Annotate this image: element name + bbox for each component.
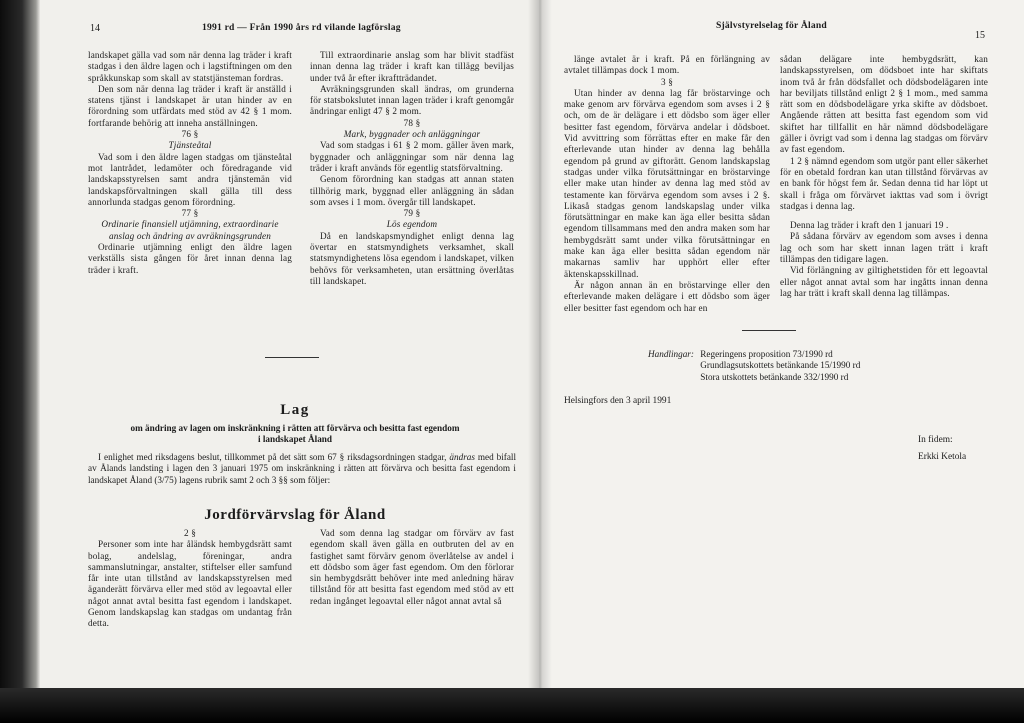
- enactment-text: I enlighet med riksdagens beslut, tillkommet på det sätt som 67 § riksdagsordningen stadgar,: [98, 452, 447, 462]
- section-number: 2 §: [184, 528, 196, 538]
- section-title: Mark, byggnader och anläggningar: [343, 129, 481, 140]
- signoff: [918, 432, 966, 466]
- law-title: Lag: [280, 402, 310, 418]
- section-number: 79 §: [403, 208, 421, 219]
- paragraph: Till extraordinarie anslag som har blivit stadfäst innan denna lag träder i kraft kan tillägg beviljas under två år efter ikraftträdandet.: [310, 50, 514, 83]
- signoff-signature: Erkki Ketola: [918, 452, 967, 462]
- right-column-2: [780, 54, 988, 299]
- law-subtitle: [70, 423, 520, 445]
- enactment-text: med bifall av Ålands landsting i lagen den 3 januari 1975 om inskränkning i rätten att förvärva och besitta fast egendom i landskapet Åland (3/75) lagens rubrik samt 2 och 3 §§ som följer:: [88, 452, 517, 485]
- documents-item: Grundlagsutskottets betänkande 15/1990 rd: [700, 360, 861, 371]
- place-and-date: Helsingfors den 3 april 1991: [564, 396, 672, 406]
- section-title: Ordinarie finansiell utjämning, extraordinarie anslag och ändring av avräkningsgrunden: [101, 219, 279, 241]
- statute-title: Jordförvärvslag för Åland: [204, 507, 386, 523]
- statute-column-1: [88, 528, 292, 630]
- section-number: 78 §: [403, 117, 421, 128]
- section-title: Lös egendom: [386, 219, 438, 230]
- documents-item: Regeringens proposition 73/1990 rd: [700, 349, 833, 359]
- right-column-1: [564, 54, 770, 314]
- book-spine-edge: [0, 0, 40, 690]
- paragraph: Vad som i den äldre lagen stadgas om tjänsteåtal mot lantrådet, ledamöter och föredragande vid landskapsstyrelsen samt andra tjänstemän vid landskapsförvaltningen skall gälla till dess annorlunda stadgas genom förordning.: [88, 151, 292, 207]
- paragraph: Den som när denna lag träder i kraft är anställd i statens tjänst i landskapet är utan hinder av en förordning som utfärdats med stöd av 42 § 1 mom. fortfarande behörig att inneha anställningen.: [88, 83, 292, 128]
- paragraph: sådan delägare inte hembygdsrätt, kan landskapsstyrelsen, om dödsboet inte har skiftats inom två år från dödsfallet och dödsbodelägaren inte har beviljats tillstånd enligt 2 § 1 mom., med samma rätt som en dödsbodelägare yrka skifte av dödsboet. Angående rätten att besitta fast egendom som vid skiftet har tillfallit en här nämnd dödsbodelägare gäller i övrigt vad som i denna lag stadgas om förvärv av fast egendom.: [780, 54, 988, 155]
- left-running-head: 1991 rd — Från 1990 års rd vilande lagförslag: [202, 22, 401, 33]
- right-running-head: Självstyrelselag för Åland: [716, 20, 827, 31]
- section-divider: [265, 357, 319, 358]
- paragraph: Då en landskapsmyndighet enligt denna lag övertar en statsmyndighets verksamhet, skall statsmyndighetens lösa egendom i landskapet, vilken behövs för verksamheten, utan ersättning överlåtas till landskapet.: [310, 230, 514, 286]
- left-column-2: [310, 50, 514, 287]
- paragraph: Ordinarie utjämning enligt den äldre lagen verkställs sista gången för året innan denna lag träder i kraft.: [88, 242, 292, 275]
- paragraph: Avräkningsgrunden skall ändras, om grunderna för statsbokslutet innan lagen träder i kraft genomgår ändringar enligt 47 § 2 mom.: [310, 83, 514, 117]
- book-gutter: [528, 0, 552, 690]
- paragraph: Denna lag träder i kraft den 1 januari 19 .: [790, 220, 949, 231]
- paragraph: Är någon annan än en bröstarvinge eller den efterlevande maken delägare i ett dödsbo som äger eller besitter fast egendom och har en: [564, 279, 770, 313]
- right-page: [540, 0, 1024, 690]
- book-bottom-edge: [0, 688, 1024, 723]
- paragraph: Vad som stadgas i 61 § 2 mom. gäller även mark, byggnader och anläggningar som när denna lag träder i kraft används för egentlig statsförvaltning.: [310, 140, 514, 173]
- paragraph: Utan hinder av denna lag får bröstarvinge och make genom arv förvärva egendom som avses i 2 § och, om de är delägare i ett dödsbo som äger eller besitter fast egendom, förvärva andelar i dödsboet. Vid avvittring som förrättas efter en make får den efterlevande utan hinder av denna lag behålla egendom på grund av giftorätt. Genom landskapslag stadgas under vilka förutsättningar en bröstarvinge eller make utan hinder av denna lag med stöd av testamente kan förvärva egendom som avses i 2 §. Likaså stadgas genom landskapslag under vilka förutsättningar en make kan äga eller besitta sådan egendom tillsammans med den andra maken som har hembygdsrätt samt under vilka förutsättningar en make kan äga eller besitta sådan egendom när makarnas samliv har upphört eller efter äktenskapsskillnad.: [564, 87, 770, 279]
- documents-label: Handlingar:: [648, 349, 694, 359]
- documents-item: Stora utskottets betänkande 332/1990 rd: [700, 371, 849, 382]
- law-subtitle-line: i landskapet Åland: [257, 434, 333, 444]
- paragraph: Vid förlängning av giltighetstiden för ett legoavtal eller något annat avtal som har ingåtts innan denna lag har trätt i kraft skall denna lag tillämpas.: [780, 265, 988, 298]
- left-column-1: [88, 50, 292, 276]
- enactment-verb: ändras: [449, 452, 475, 462]
- paragraph: På sådana förvärv av egendom som avses i denna lag och som har skett innan lagen trätt i kraft tillämpas den tidigare lagen.: [780, 231, 988, 265]
- paragraph: länge avtalet är i kraft. På en förlängning av avtalet tillämpas dock 1 mom.: [564, 54, 770, 76]
- law-enactment-clause: [88, 452, 516, 486]
- paragraph: 1 2 § nämnd egendom som utgör pant eller säkerhet för en obetald fordran kan utan tillstånd förvärvas av en bank för högst fem år. Sedan denna tid har löpt ut skall i fråga om förvärvet iakttas vad som i övrigt stadgas i denna lag.: [780, 155, 988, 211]
- section-number: 3 §: [661, 76, 673, 87]
- section-divider: [742, 330, 796, 331]
- paragraph: Personer som inte har åländsk hembygdsrätt samt bolag, andelslag, föreningar, andra sammanslutningar, anstalter, stiftelser eller samfund får inte utan tillstånd av landskapsstyrelsen med äganderätt förvärva eller med stöd av legoavtal eller något annat avtal besitta fast egendom i landskapet. Genom landskapslag kan stadgas om undantag från detta.: [88, 539, 292, 629]
- paragraph: Vad som denna lag stadgar om förvärv av fast egendom skall även gälla en outbruten del av en fastighet samt förvärv genom överlåtelse av andel i ett dödsbo som äger fast egendom. Om den förlorar sin hembygdsrätt behöver inte med anledning härav tillstånd för att besitta fast egendom med stöd av ett redan ingånget legoavtal eller något annat avtal så: [310, 528, 514, 606]
- documents-block: [648, 349, 860, 383]
- paragraph: Genom förordning kan stadgas att annan staten tillhörig mark, byggnad eller anläggning än sådan som avses i 1 mom. övergår till landskapet.: [310, 174, 514, 207]
- statute-column-2: [310, 528, 514, 607]
- paragraph: landskapet gälla vad som när denna lag träder i kraft stadgas i den äldre lagen och i lagstiftningen om den språkkunskap som skall av statstjänsteman fordras.: [88, 50, 292, 83]
- section-number: 77 §: [181, 208, 199, 219]
- left-page: [40, 0, 540, 690]
- left-page-number: 14: [90, 23, 100, 34]
- section-title: Tjänsteåtal: [168, 140, 212, 151]
- right-page-number: 15: [975, 30, 985, 41]
- section-number: 76 §: [181, 129, 199, 140]
- signoff-line: In fidem:: [918, 435, 953, 445]
- law-subtitle-line: om ändring av lagen om inskränkning i rätten att förvärva och besitta fast egendom: [130, 423, 460, 433]
